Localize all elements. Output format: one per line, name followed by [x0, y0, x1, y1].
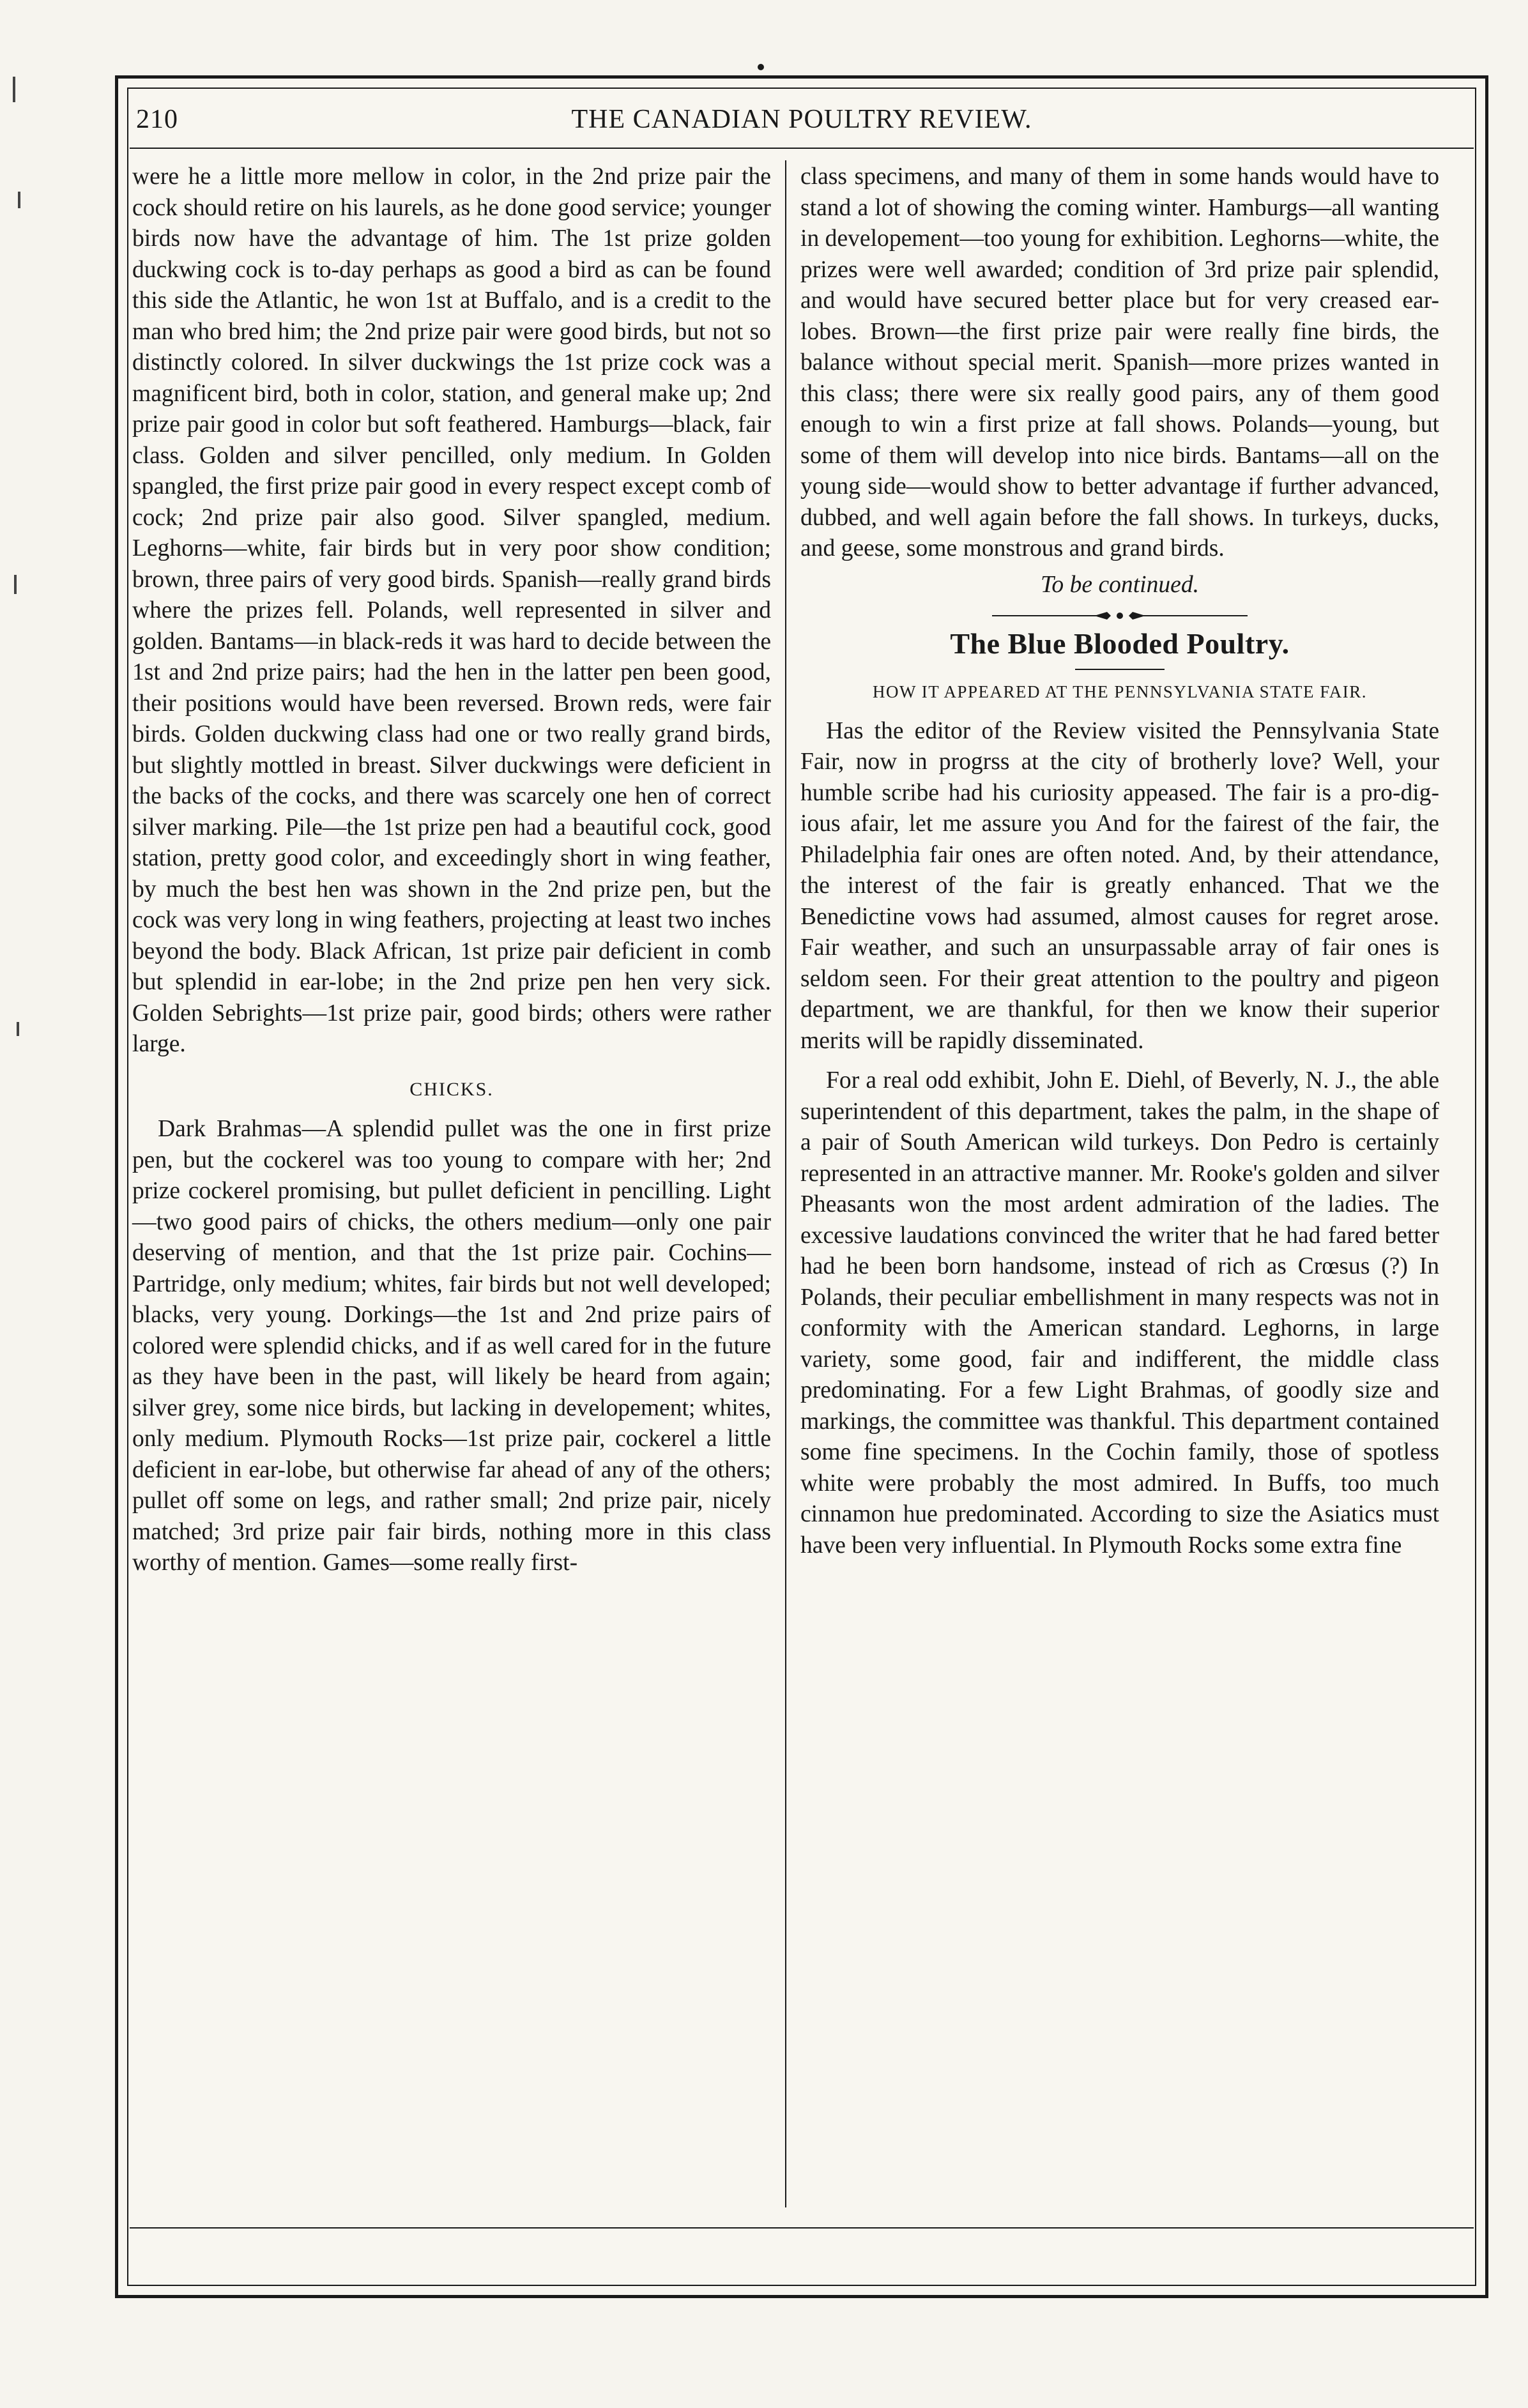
page-number: 210 — [136, 105, 178, 134]
right-column — [800, 162, 1439, 1561]
right-paragraph-1: class specimens, and many of them in some hands would have to stand a lot of showing the coming winter. Hamburgs—all wanting in developement—too young for exhibition. Leghorns—white, the prizes were well awarded; condition of 3rd prize pair splendid, and would have secured better place but for very creased ear-lobes. Brown—the first prize pair were really fine birds, the balance without special merit. Spanish—more prizes wanted in this class; there were six really good pairs, any of them good enough to win a first prize at fall shows. Polands—young, but some of them will develop into nice birds. Bantams—all on the young side—would show to better advantage if further advanced, dubbed, and well again before the fall shows. In turkeys, ducks, and geese, some monstrous and grand birds. — [800, 164, 1439, 561]
ornament-divider-icon — [992, 609, 1248, 622]
article-title: The Blue Blooded Poultry. — [950, 627, 1290, 660]
newspaper-page — [115, 75, 1488, 2298]
right-paragraph-2: Has the editor of the Review visited the Pennsylvania State Fair, now in progrss at the city of brotherly love? Well, your humble scribe had his curiosity appeased. The fair is a pro-dig-ious afair, let me assure you And for the fairest of the fair, the Philadelphia fair ones are often noted. And, by their attendance, the interest of the fair is greatly enhanced. That we the Benedictine vows had assumed, almost causes for regret arose. Fair weather, and such an unsurpassable array of fair ones is seldom seen. For their great attention to the poultry and pigeon department, we are thankful, for then we know their superior merits will be rapidly disseminated. — [800, 717, 1439, 1054]
edge-mark — [18, 192, 20, 208]
right-paragraph-3: For a real odd exhibit, John E. Diehl, of Beverly, N. J., the able superintendent of this department, takes the palm, in the shape of a pair of South American wild turkeys. Don Pedro is certainly represented in an attractive manner. Mr. Rooke's golden and silver Pheasants won the most ardent admiration of the ladies. The excessive laudations convinced the writer that he had fared better had he been born handsome, instead of rich as Crœsus (?) In Polands, their peculiar embellishment in many respects was not in conformity with the American standard. Leghorns, in large variety, some good, fair and indifferent, the middle class predominating. For a few Light Brahmas, of goodly size and markings, the committee was thankful. This department contained some fine specimens. In the Cochin family, those of spotless white were probably the most admired. In Buffs, too much cinnamon hue predominated. According to size the Asiatics must have been very influential. In Plymouth Rocks some extra fine — [800, 1067, 1439, 1558]
column-divider — [785, 160, 786, 2207]
page-header — [130, 104, 1474, 142]
left-column — [132, 162, 771, 1579]
left-paragraph-1: were he a little more mellow in color, in the 2nd prize pair the cock should retire on his laurels, as he done good service; younger birds now have the advantage of him. The 1st prize golden duckwing cock is to-day perhaps as good a bird as can be found this side the Atlantic, he won 1st at Buffalo, and is a credit to the man who bred him; the 2nd prize pair were good birds, but not so distinctly colored. In silver duckwings the 1st prize cock was a magnificent bird, both in color, station, and general make up; 2nd prize pair good in color but soft feathered. Hamburgs—black, fair class. Golden and silver pencilled, only medium. In Golden spangled, the first prize pair good in every respect except comb of cock; 2nd prize pair also good. Silver spangled, medium. Leghorns—white, fair birds but in very poor show condition; brown, three pairs of very good birds. Spanish—really grand birds where the prizes fell. Polands, well represented in silver and golden. Bantams—in black-reds it was hard to decide between the 1st and 2nd prize pairs; had the hen in the latter pen been good, their positions would have been reversed. Brown reds, were fair birds. Golden duckwing class had one or two really grand birds, but slightly mottled in breast. Silver duckwings were deficient in the backs of the cocks, and there was scarcely one hen of correct silver marking. Pile—the 1st prize pen had a beautiful cock, good station, pretty good color, and exceedingly short in wing feather, by much the best hen was shown in the 2nd prize pen, but the cock was very long in wing feathers, projecting at least two inches beyond the body. Black African, 1st prize pair deficient in comb but splendid in ear-lobe; in the 2nd prize pen hen very sick. Golden Sebrights—1st prize pair, good birds; others were rather large. — [132, 164, 771, 1057]
edge-mark — [13, 77, 15, 102]
edge-mark — [17, 1022, 19, 1036]
continued-note: To be continued. — [1040, 571, 1200, 598]
header-rule — [130, 148, 1474, 149]
edge-mark — [14, 575, 17, 594]
left-paragraph-2: Dark Brahmas—A splendid pullet was the one in first prize pen, but the cockerel was too young to compare with her; 2nd prize cockerel promising, but pullet deficient in pencilling. Light—two good pairs of chicks, the others medium—only one pair deserving of mention, and that the 1st prize pair. Cochins—Partridge, only medium; whites, fair birds but not well developed; blacks, very young. Dorkings—the 1st and 2nd prize pairs of colored were splendid chicks, and if as well cared for in the future as they have been in the past, will likely be heard from again; silver grey, some nice birds, but lacking in developement; whites, only medium. Plymouth Rocks—1st prize pair, cockerel a little deficient in ear-lobe, but otherwise far ahead of any of the others; pullet off some on legs, and rather small; 2nd prize pair, nicely matched; 3rd prize pair fair birds, nothing more in this class worthy of mention. Games—some really first- — [132, 1116, 771, 1576]
section-heading-chicks: CHICKS. — [409, 1078, 494, 1100]
title-rule — [1075, 669, 1165, 670]
bottom-rule — [130, 2227, 1474, 2229]
running-title: THE CANADIAN POULTRY REVIEW. — [571, 105, 1032, 134]
print-dot — [758, 64, 764, 70]
article-subtitle: HOW IT APPEARED AT THE PENNSYLVANIA STATE FAIR. — [873, 682, 1367, 701]
